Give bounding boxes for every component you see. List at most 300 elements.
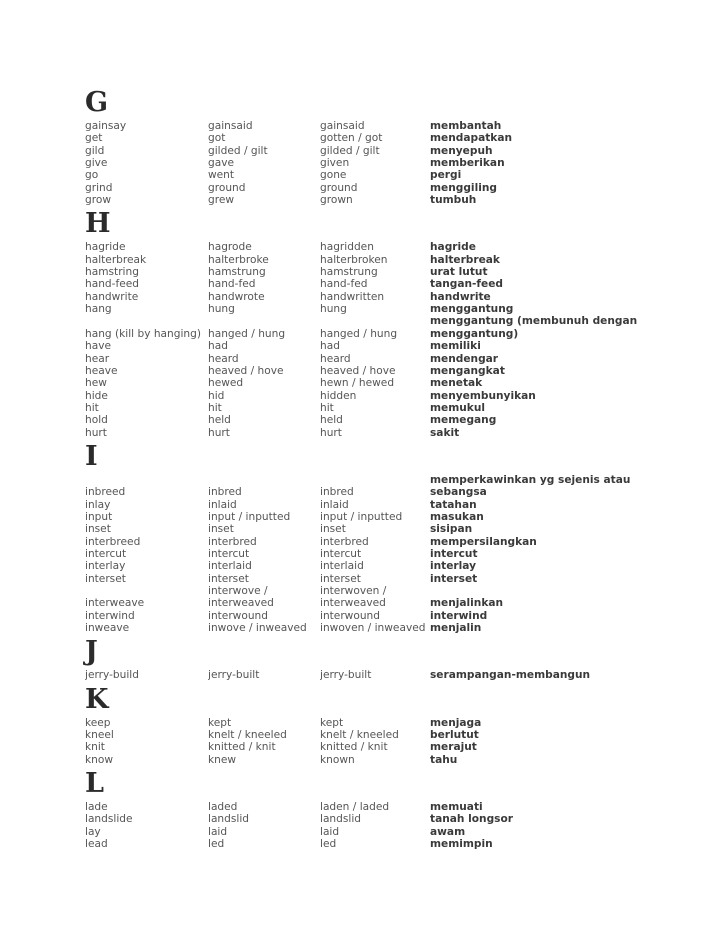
- past-participle-cell-line: had: [320, 340, 340, 353]
- past-form-cell-line: gilded / gilt: [208, 144, 268, 157]
- verb-row: [85, 182, 645, 194]
- past-participle-cell-line: knitted / knit: [320, 741, 388, 754]
- past-form-cell-line: ground: [208, 181, 246, 194]
- past-form-cell-line: knelt / kneeled: [208, 729, 287, 742]
- past-participle-cell: [320, 622, 430, 634]
- past-form-cell: [208, 474, 320, 499]
- past-form-cell: [208, 365, 320, 377]
- past-participle-cell: [320, 254, 430, 266]
- past-participle-cell-line: hewn / hewed: [320, 377, 395, 390]
- past-form-cell-line: hanged / hung: [208, 327, 286, 340]
- base-form-cell: [85, 365, 208, 377]
- base-form-cell: [85, 328, 208, 340]
- meaning-cell-line: mendengar: [430, 352, 499, 365]
- past-participle-cell: [320, 291, 430, 303]
- meaning-cell-line: interlay: [430, 560, 477, 573]
- meaning-cell-line: mempersilangkan: [430, 535, 537, 548]
- past-participle-cell-line: inwoven / inweaved: [320, 622, 426, 635]
- base-form-cell-line: knit: [85, 741, 105, 754]
- base-form-cell-line: grow: [85, 194, 111, 207]
- base-form-cell: [85, 169, 208, 181]
- past-participle-cell: [320, 741, 430, 753]
- past-form-cell: [208, 145, 320, 157]
- base-form-cell-line: have: [85, 340, 111, 353]
- past-participle-cell-line: grown: [320, 194, 353, 207]
- verb-row: [85, 622, 645, 634]
- past-form-cell-line: inbred: [208, 486, 242, 499]
- base-form-cell-line: handwrite: [85, 290, 139, 303]
- past-form-cell: [208, 729, 320, 741]
- base-form-cell: [85, 813, 208, 825]
- verb-row: [85, 474, 645, 499]
- meaning-cell: [430, 622, 645, 634]
- past-form-cell: [208, 610, 320, 622]
- verb-row: [85, 157, 645, 169]
- meaning-cell: [430, 754, 645, 766]
- past-form-cell: [208, 414, 320, 426]
- base-form-cell: [85, 622, 208, 634]
- base-form-cell-line: inset: [85, 523, 111, 536]
- past-form-cell-line: grew: [208, 194, 235, 207]
- meaning-cell: [430, 241, 645, 253]
- past-form-cell-line: gainsaid: [208, 120, 253, 132]
- past-participle-cell-line: knelt / kneeled: [320, 729, 399, 742]
- past-form-cell-line: interwound: [208, 609, 268, 622]
- past-form-cell-line: hagrode: [208, 241, 252, 254]
- verb-row: [85, 838, 645, 850]
- meaning-cell: [430, 390, 645, 402]
- meaning-cell: [430, 182, 645, 194]
- meaning-cell-line: mendapatkan: [430, 132, 513, 145]
- meaning-cell: [430, 145, 645, 157]
- verb-row: [85, 560, 645, 572]
- meaning-cell: [430, 560, 645, 572]
- base-form-cell-line: hang (kill by hanging): [85, 327, 201, 340]
- meaning-cell-line: tahu: [430, 753, 458, 766]
- base-form-cell: [85, 801, 208, 813]
- meaning-cell: [430, 402, 645, 414]
- past-form-cell-line: gave: [208, 157, 235, 170]
- section-k: [85, 682, 645, 766]
- base-form-cell-line: hagride: [85, 241, 126, 254]
- past-form-cell: [208, 511, 320, 523]
- verb-row: [85, 585, 645, 610]
- base-form-cell: [85, 340, 208, 352]
- verb-row: [85, 266, 645, 278]
- past-form-cell-line: inlaid: [208, 498, 237, 511]
- past-form-cell: [208, 169, 320, 181]
- verb-row: [85, 254, 645, 266]
- past-form-cell-line: got: [208, 132, 226, 145]
- meaning-cell: [430, 254, 645, 266]
- past-participle-cell: [320, 573, 430, 585]
- meaning-cell: [430, 427, 645, 439]
- meaning-cell: [430, 278, 645, 290]
- past-participle-cell-line: interlaid: [320, 560, 364, 573]
- base-form-cell-line: interlay: [85, 560, 126, 573]
- past-form-cell: [208, 132, 320, 144]
- past-form-cell-line: interbred: [208, 535, 257, 548]
- past-participle-cell: [320, 169, 430, 181]
- base-form-cell-line: hide: [85, 389, 108, 402]
- verb-row: [85, 523, 645, 535]
- verb-row: [85, 548, 645, 560]
- past-participle-cell: [320, 548, 430, 560]
- meaning-cell: [430, 157, 645, 169]
- base-form-cell: [85, 241, 208, 253]
- past-form-cell-line: hid: [208, 389, 225, 402]
- base-form-cell-line: hold: [85, 414, 108, 427]
- past-form-cell: [208, 573, 320, 585]
- base-form-cell-line: [85, 474, 208, 486]
- meaning-cell-line: menyembunyikan: [430, 389, 536, 402]
- verb-row: [85, 340, 645, 352]
- section-g: [85, 88, 645, 206]
- verb-row: [85, 194, 645, 206]
- verb-row: [85, 377, 645, 389]
- past-form-cell-line: inwove / inweaved: [208, 622, 307, 635]
- base-form-cell-line: interbreed: [85, 535, 141, 548]
- base-form-cell: [85, 427, 208, 439]
- past-participle-cell: [320, 826, 430, 838]
- base-form-cell-line: hang: [85, 303, 112, 316]
- past-participle-cell: [320, 365, 430, 377]
- base-form-cell-line: [85, 315, 208, 327]
- past-participle-cell-line: hagridden: [320, 241, 374, 254]
- meaning-cell: [430, 741, 645, 753]
- meaning-cell-line: menetak: [430, 377, 483, 390]
- past-form-cell: [208, 536, 320, 548]
- past-participle-cell: [320, 377, 430, 389]
- meaning-cell-line: interwind: [430, 609, 488, 622]
- verb-row: [85, 741, 645, 753]
- meaning-cell: [430, 610, 645, 622]
- past-participle-cell: [320, 303, 430, 328]
- base-form-cell: [85, 390, 208, 402]
- past-participle-cell: [320, 499, 430, 511]
- past-form-cell: [208, 548, 320, 560]
- past-form-cell-line: [208, 315, 320, 327]
- past-form-cell-line: knew: [208, 753, 237, 766]
- past-form-cell-line: laded: [208, 801, 238, 814]
- verb-row: [85, 291, 645, 303]
- meaning-cell-line: tumbuh: [430, 194, 477, 207]
- verb-row: [85, 813, 645, 825]
- past-form-cell: [208, 278, 320, 290]
- base-form-cell-line: gainsay: [85, 120, 127, 132]
- past-form-cell: [208, 328, 320, 340]
- past-form-cell-line: heaved / hove: [208, 364, 284, 377]
- base-form-cell-line: intercut: [85, 547, 127, 560]
- past-form-cell: [208, 427, 320, 439]
- past-form-cell-line: [208, 474, 320, 486]
- past-form-cell: [208, 120, 320, 132]
- meaning-cell: [430, 474, 645, 499]
- meaning-cell-line: menggantung: [430, 303, 514, 316]
- base-form-cell-line: inbreed: [85, 486, 126, 499]
- past-participle-cell-line: hit: [320, 401, 334, 414]
- past-participle-cell-line: interweaved: [320, 597, 386, 610]
- past-participle-cell: [320, 157, 430, 169]
- section-letter-heading: G: [85, 87, 109, 118]
- past-participle-cell: [320, 610, 430, 622]
- meaning-cell-line: memuati: [430, 801, 483, 814]
- base-form-cell-line: interweave: [85, 597, 145, 610]
- past-participle-cell-line: heaved / hove: [320, 364, 396, 377]
- meaning-cell: [430, 585, 645, 610]
- past-participle-cell: [320, 402, 430, 414]
- past-form-cell: [208, 303, 320, 328]
- meaning-cell: [430, 194, 645, 206]
- meaning-cell: [430, 548, 645, 560]
- section-letter-heading: J: [85, 636, 98, 668]
- base-form-cell-line: hurt: [85, 426, 107, 439]
- past-participle-cell: [320, 145, 430, 157]
- base-form-cell: [85, 414, 208, 426]
- past-participle-cell: [320, 266, 430, 278]
- base-form-cell-line: hew: [85, 377, 107, 390]
- past-participle-cell-line: input / inputted: [320, 510, 403, 523]
- past-form-cell-line: had: [208, 340, 228, 353]
- meaning-cell: [430, 573, 645, 585]
- past-participle-cell-line: laden / laded: [320, 801, 390, 814]
- meaning-cell: [430, 523, 645, 535]
- past-form-cell: [208, 813, 320, 825]
- meaning-cell: [430, 729, 645, 741]
- meaning-cell-line: [430, 585, 645, 597]
- base-form-cell-line: keep: [85, 716, 111, 729]
- base-form-cell-line: lay: [85, 825, 101, 838]
- base-form-cell: [85, 717, 208, 729]
- past-participle-cell: [320, 414, 430, 426]
- base-form-cell-line: know: [85, 753, 113, 766]
- past-participle-cell: [320, 390, 430, 402]
- past-participle-cell-line: heard: [320, 352, 351, 365]
- past-participle-cell-line: inset: [320, 523, 346, 536]
- verb-row: [85, 573, 645, 585]
- base-form-cell: [85, 610, 208, 622]
- base-form-cell: [85, 548, 208, 560]
- meaning-cell: [430, 132, 645, 144]
- meaning-cell: [430, 536, 645, 548]
- meaning-cell: [430, 266, 645, 278]
- section-letter-heading: K: [85, 683, 109, 715]
- meaning-cell-line: memukul: [430, 401, 486, 414]
- meaning-cell: [430, 511, 645, 523]
- section-letter-heading: I: [85, 440, 98, 472]
- past-form-cell: [208, 353, 320, 365]
- past-participle-cell-line: hurt: [320, 426, 342, 439]
- past-form-cell-line: interwove /: [208, 585, 268, 597]
- meaning-cell: [430, 801, 645, 813]
- verb-row: [85, 499, 645, 511]
- past-participle-cell: [320, 340, 430, 352]
- base-form-cell: [85, 303, 208, 328]
- base-form-cell: [85, 266, 208, 278]
- base-form-cell: [85, 523, 208, 535]
- meaning-cell-line: pergi: [430, 169, 462, 182]
- base-form-cell: [85, 157, 208, 169]
- base-form-cell: [85, 474, 208, 499]
- base-form-cell-line: heave: [85, 364, 118, 377]
- base-form-cell-line: landslide: [85, 813, 133, 826]
- section-l: [85, 766, 645, 850]
- past-form-cell-line: led: [208, 838, 225, 851]
- past-participle-cell-line: [320, 474, 430, 486]
- verb-row: [85, 169, 645, 181]
- base-form-cell-line: input: [85, 510, 113, 523]
- base-form-cell-line: lead: [85, 838, 108, 851]
- base-form-cell-line: inweave: [85, 622, 130, 635]
- base-form-cell-line: hear: [85, 352, 110, 365]
- past-participle-cell-line: inbred: [320, 486, 354, 499]
- past-participle-cell: [320, 729, 430, 741]
- past-form-cell-line: knitted / knit: [208, 741, 276, 754]
- verb-row: [85, 536, 645, 548]
- past-form-cell: [208, 669, 320, 681]
- past-form-cell: [208, 402, 320, 414]
- past-form-cell-line: laid: [208, 825, 228, 838]
- past-participle-cell: [320, 717, 430, 729]
- base-form-cell-line: interwind: [85, 609, 135, 622]
- meaning-cell-line: sebangsa: [430, 486, 487, 499]
- meaning-cell-line: tatahan: [430, 498, 477, 511]
- meaning-cell-line: menyepuh: [430, 144, 493, 157]
- past-participle-cell: [320, 523, 430, 535]
- past-form-cell-line: jerry-built: [208, 669, 260, 682]
- base-form-cell: [85, 826, 208, 838]
- meaning-cell: [430, 499, 645, 511]
- past-participle-cell-line: given: [320, 157, 350, 170]
- past-participle-cell: [320, 511, 430, 523]
- past-form-cell: [208, 801, 320, 813]
- past-participle-cell-line: kept: [320, 716, 344, 729]
- meaning-cell-line: hagride: [430, 241, 476, 254]
- meaning-cell-line: sisipan: [430, 523, 473, 536]
- past-form-cell: [208, 266, 320, 278]
- past-form-cell-line: hung: [208, 303, 235, 316]
- past-form-cell-line: kept: [208, 716, 232, 729]
- base-form-cell: [85, 254, 208, 266]
- base-form-cell: [85, 560, 208, 572]
- past-participle-cell: [320, 278, 430, 290]
- meaning-cell: [430, 717, 645, 729]
- meaning-cell-line: menjaga: [430, 716, 482, 729]
- meaning-cell: [430, 365, 645, 377]
- past-participle-cell: [320, 328, 430, 340]
- past-form-cell-line: landslid: [208, 813, 250, 826]
- base-form-cell: [85, 291, 208, 303]
- past-participle-cell-line: jerry-built: [320, 669, 372, 682]
- past-participle-cell: [320, 427, 430, 439]
- meaning-cell-line: merajut: [430, 741, 477, 754]
- verb-row: [85, 669, 645, 681]
- past-form-cell-line: intercut: [208, 547, 250, 560]
- past-participle-cell: [320, 838, 430, 850]
- past-participle-cell: [320, 536, 430, 548]
- past-form-cell-line: hit: [208, 401, 222, 414]
- meaning-cell-line: tanah longsor: [430, 813, 513, 826]
- past-participle-cell-line: intercut: [320, 547, 362, 560]
- base-form-cell-line: kneel: [85, 729, 114, 742]
- meaning-cell-line: sakit: [430, 426, 460, 439]
- past-form-cell-line: hamstrung: [208, 266, 266, 279]
- past-form-cell-line: heard: [208, 352, 239, 365]
- past-participle-cell: [320, 669, 430, 681]
- past-participle-cell: [320, 560, 430, 572]
- verb-row: [85, 145, 645, 157]
- meaning-cell: [430, 377, 645, 389]
- past-participle-cell: [320, 132, 430, 144]
- past-participle-cell-line: laid: [320, 825, 340, 838]
- verb-row: [85, 717, 645, 729]
- base-form-cell-line: [85, 585, 208, 597]
- past-participle-cell-line: halterbroken: [320, 253, 388, 266]
- base-form-cell-line: lade: [85, 801, 108, 814]
- meaning-cell-line: menjalin: [430, 622, 482, 635]
- past-form-cell-line: halterbroke: [208, 253, 269, 266]
- meaning-cell-line: menjalinkan: [430, 597, 504, 610]
- past-participle-cell-line: hamstrung: [320, 266, 378, 279]
- base-form-cell-line: halterbreak: [85, 253, 147, 266]
- base-form-cell-line: inlay: [85, 498, 111, 511]
- base-form-cell: [85, 353, 208, 365]
- past-form-cell: [208, 182, 320, 194]
- base-form-cell: [85, 838, 208, 850]
- past-form-cell-line: held: [208, 414, 231, 427]
- meaning-cell-line: handwrite: [430, 290, 491, 303]
- past-participle-cell: [320, 754, 430, 766]
- base-form-cell: [85, 729, 208, 741]
- meaning-cell-line: memberikan: [430, 157, 505, 170]
- meaning-cell-line: memperkawinkan yg sejenis atau: [430, 473, 631, 486]
- past-form-cell: [208, 741, 320, 753]
- past-form-cell: [208, 291, 320, 303]
- meaning-cell-line: menggiling: [430, 181, 497, 194]
- meaning-cell-line: menggantung (membunuh dengan: [430, 315, 638, 328]
- verb-row: [85, 365, 645, 377]
- base-form-cell: [85, 536, 208, 548]
- meaning-cell: [430, 414, 645, 426]
- past-participle-cell: [320, 182, 430, 194]
- past-participle-cell: [320, 801, 430, 813]
- meaning-cell: [430, 838, 645, 850]
- base-form-cell: [85, 669, 208, 681]
- meaning-cell-line: memegang: [430, 414, 497, 427]
- verb-row: [85, 511, 645, 523]
- past-form-cell-line: interlaid: [208, 560, 252, 573]
- past-participle-cell-line: handwritten: [320, 290, 385, 303]
- meaning-cell-line: urat lutut: [430, 266, 488, 279]
- past-form-cell: [208, 194, 320, 206]
- meaning-cell-line: interset: [430, 572, 478, 585]
- base-form-cell: [85, 499, 208, 511]
- verb-row: [85, 328, 645, 340]
- past-form-cell-line: interset: [208, 572, 249, 585]
- past-form-cell: [208, 523, 320, 535]
- base-form-cell-line: hit: [85, 401, 99, 414]
- past-form-cell: [208, 585, 320, 610]
- verb-row: [85, 241, 645, 253]
- past-form-cell-line: handwrote: [208, 290, 265, 303]
- past-form-cell: [208, 622, 320, 634]
- meaning-cell-line: berlutut: [430, 729, 479, 742]
- past-form-cell-line: interweaved: [208, 597, 274, 610]
- section-j: [85, 634, 645, 681]
- meaning-cell: [430, 353, 645, 365]
- verb-row: [85, 801, 645, 813]
- past-form-cell-line: hewed: [208, 377, 244, 390]
